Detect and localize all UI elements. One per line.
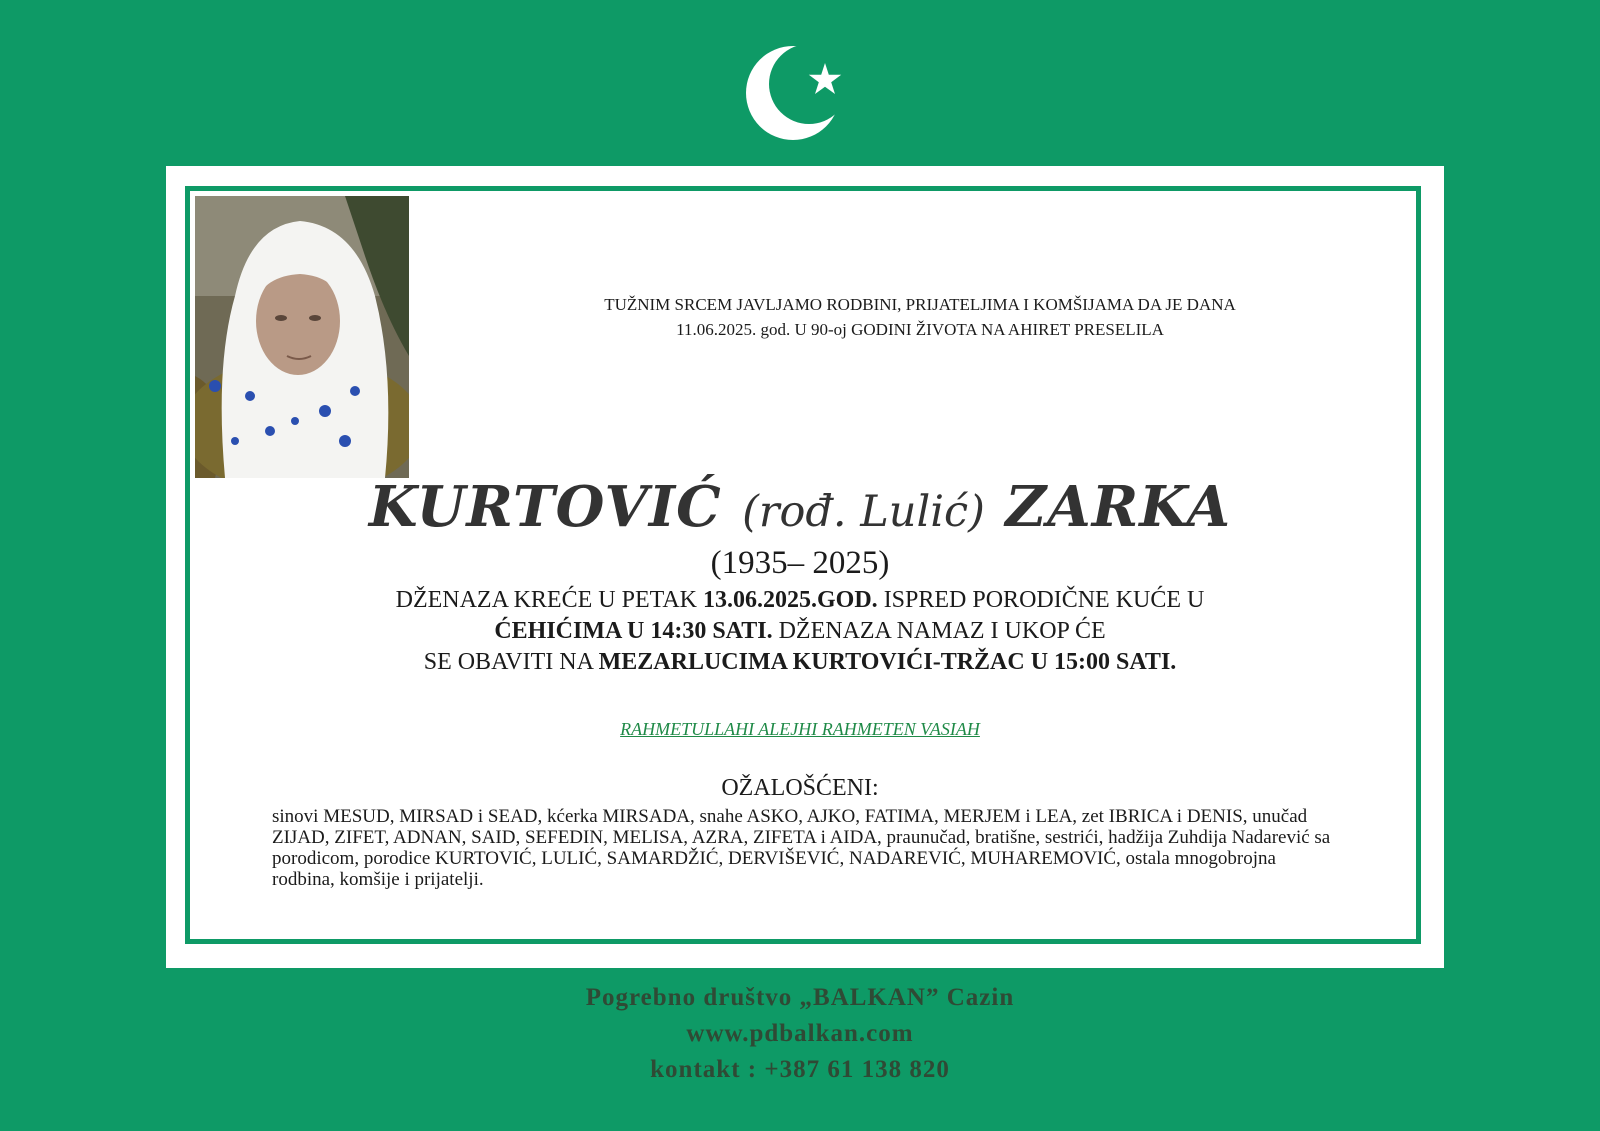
funeral-date: 13.06.2025.GOD. xyxy=(703,587,878,613)
funeral-details xyxy=(240,585,1360,678)
announcement-text xyxy=(410,292,1430,342)
funeral-line-3 xyxy=(240,647,1360,678)
funeral-home-contact: kontakt : +387 61 138 820 xyxy=(650,1056,950,1083)
funeral-text: SE OBAVITI NA xyxy=(423,649,599,675)
crescent-star-icon xyxy=(745,38,855,148)
deceased-maiden-name: (rođ. Lulić) xyxy=(742,487,985,537)
funeral-text: DŽENAZA KREĆE U PETAK xyxy=(395,587,704,613)
announcement-line-2: 11.06.2025. god. U 90-oj GODINI ŽIVOTA NA AHIRET PRESELILA xyxy=(676,320,1164,339)
deceased-surname: KURTOVIĆ xyxy=(368,474,722,540)
funeral-text: ISPRED PORODIČNE KUĆE U xyxy=(877,587,1205,613)
deceased-name xyxy=(300,472,1300,547)
announcement-line-1: TUŽNIM SRCEM JAVLJAMO RODBINI, PRIJATELJIMA I KOMŠIJAMA DA JE DANA xyxy=(604,295,1236,314)
funeral-home-footer xyxy=(300,980,1300,1088)
funeral-line-1 xyxy=(240,585,1360,616)
mourners-list: sinovi MESUD, MIRSAD i SEAD, kćerka MIRSADA, snahe ASKO, AJKO, FATIMA, MERJEM i LEA, zet IBRICA i DENIS, unučad ZIJAD, ZIFET, ADNAN, SAID, SEFEDIN, MELISA, AZRA, ZIFETA i AIDA, praunučad, bratišne, sestrići, hadžija Zuhdija Nadarević sa porodicom, porodice KURTOVIĆ, LULIĆ, SAMARDŽIĆ, DERVIŠEVIĆ, NADAREVIĆ, MUHAREMOVIĆ, ostala mnogobrojna rodbina, komšije i prijatelji. xyxy=(272,806,1331,890)
funeral-home-name: Pogrebno društvo „BALKAN” Cazin xyxy=(585,984,1015,1011)
funeral-place-time: ĆEHIĆIMA U 14:30 SATI. xyxy=(494,618,773,644)
life-years: (1935– 2025) xyxy=(710,545,890,581)
funeral-text: DŽENAZA NAMAZ I UKOP ĆE xyxy=(772,618,1106,644)
funeral-line-2 xyxy=(240,616,1360,647)
deceased-photo xyxy=(195,196,409,478)
mourners-title: OŽALOŠĆENI: xyxy=(721,775,879,801)
deceased-first-name: ZARKA xyxy=(1005,474,1232,540)
burial-place-time: MEZARLUCIMA KURTOVIĆI-TRŽAC U 15:00 SATI. xyxy=(598,649,1177,675)
prayer-phrase: RAHMETULLAHI ALEJHI RAHMETEN VASIAH xyxy=(620,719,980,739)
funeral-home-website: www.pdbalkan.com xyxy=(686,1020,914,1047)
